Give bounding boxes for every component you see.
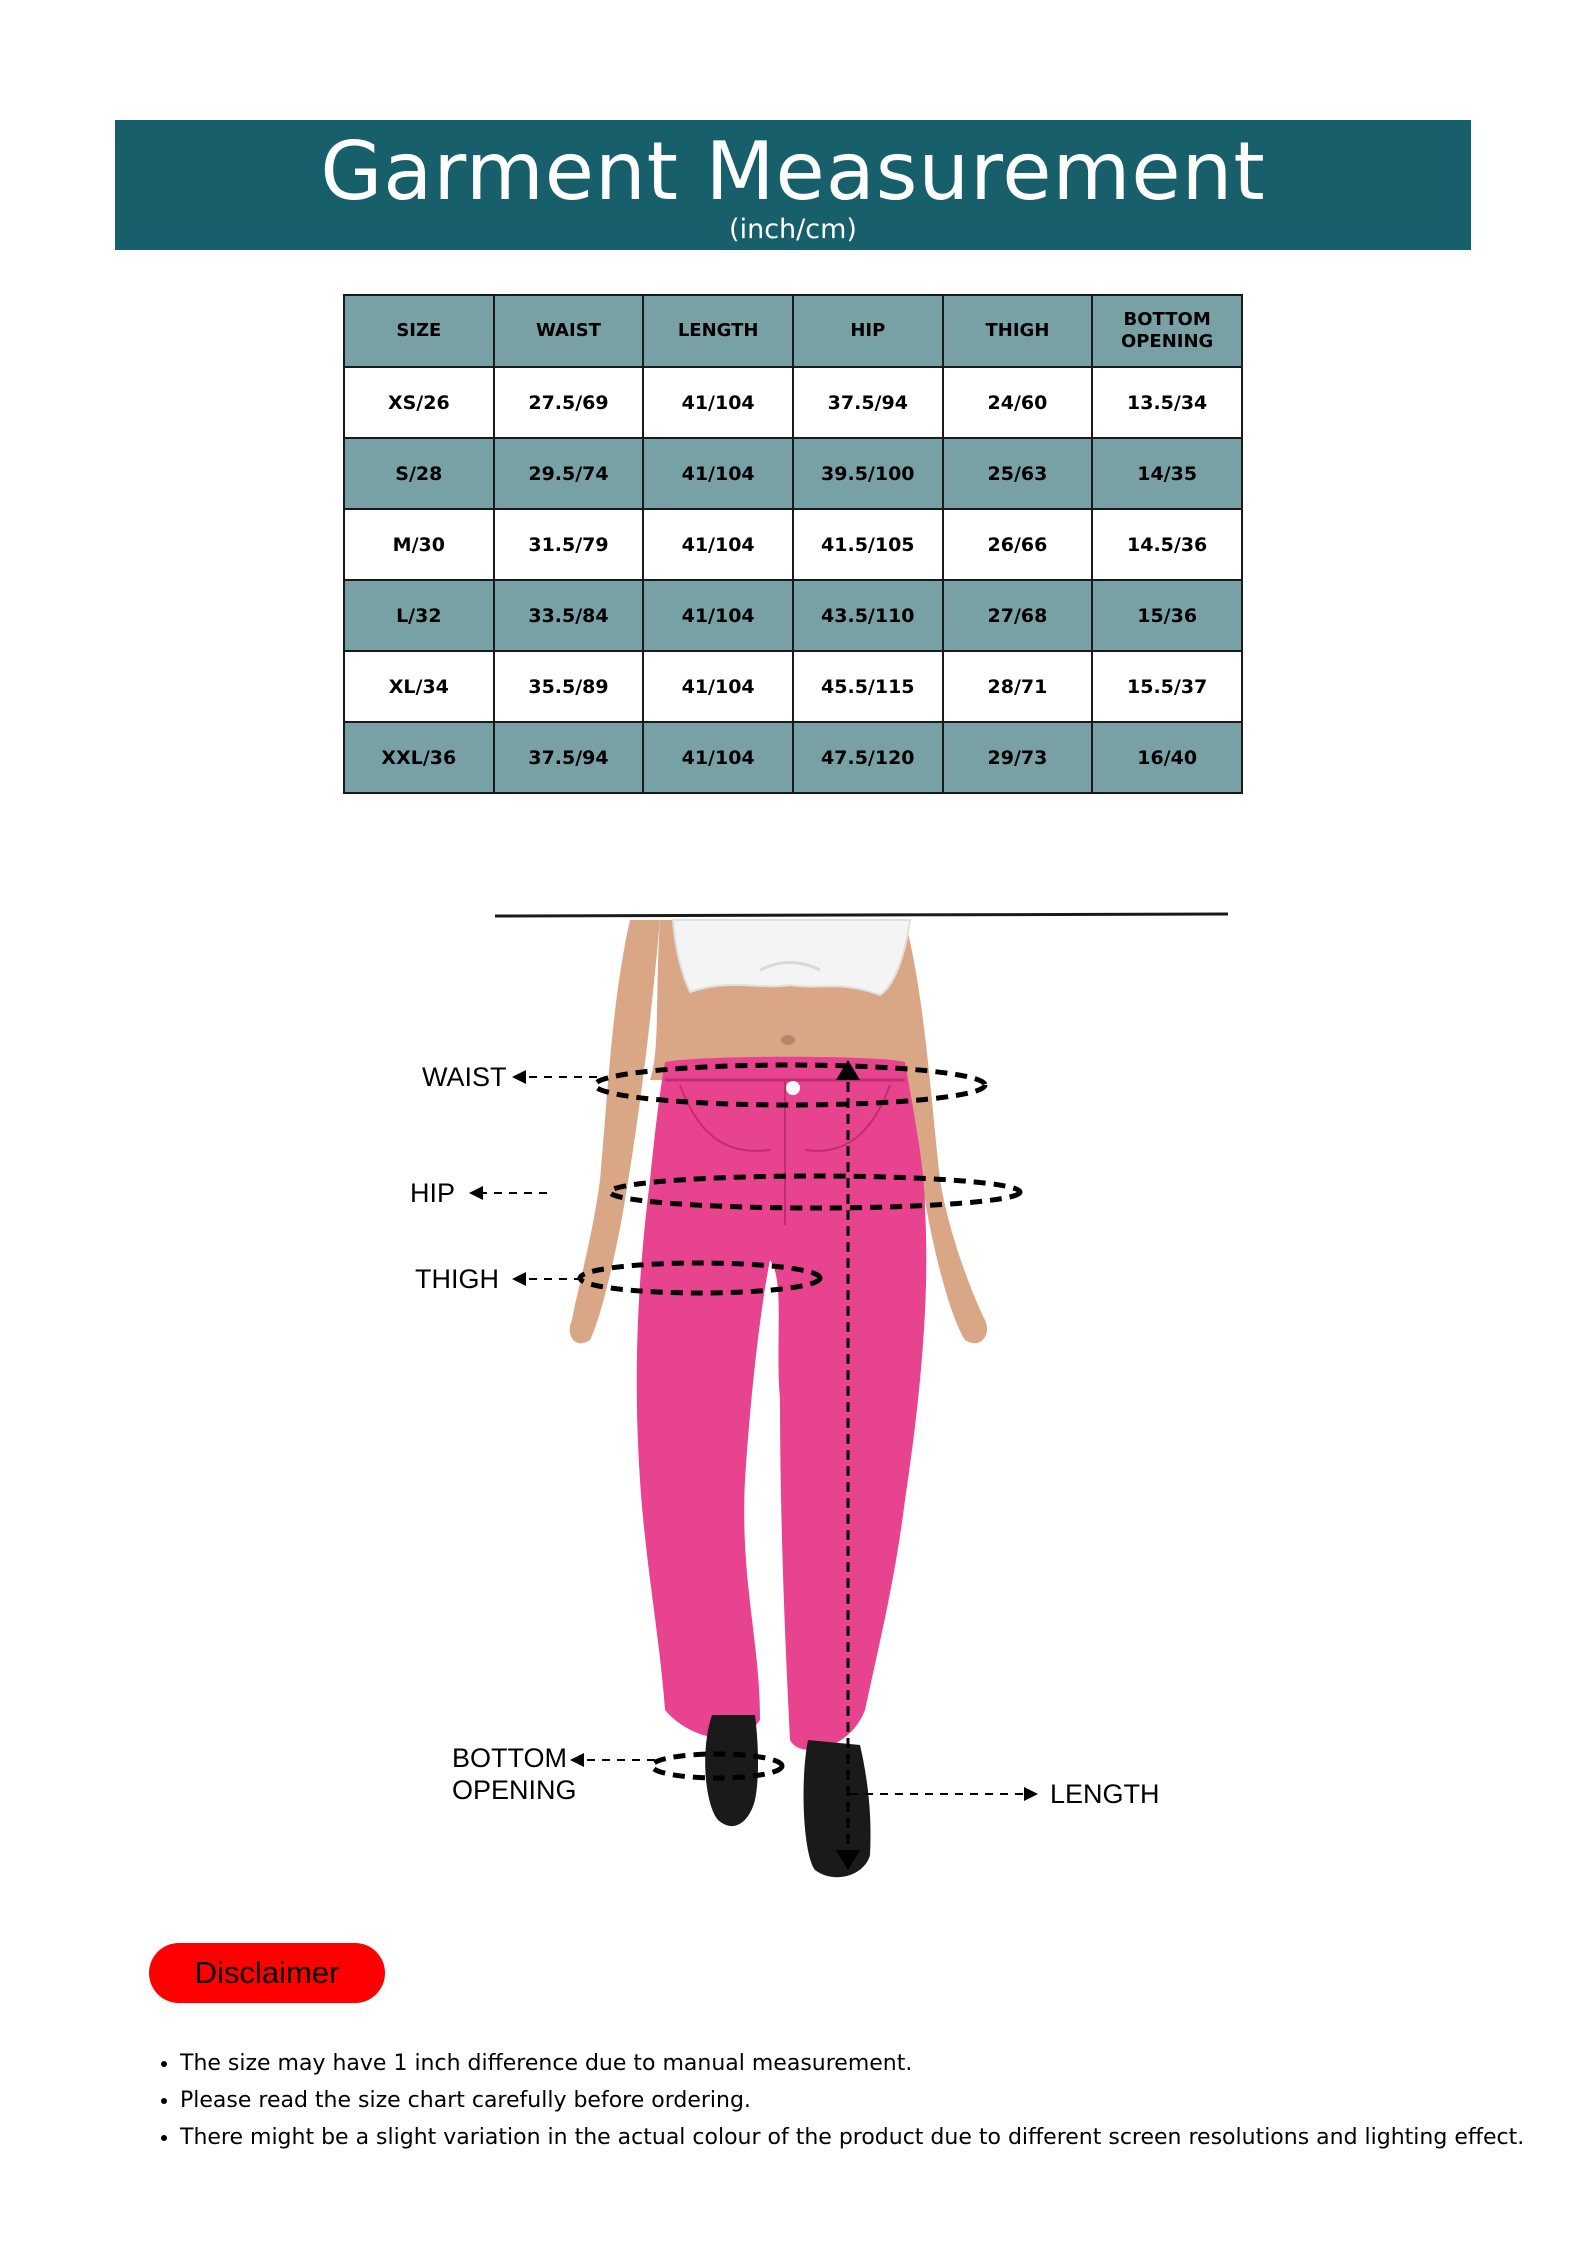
table-cell: 41/104 (643, 509, 793, 580)
header-bottom-opening: BOTTOM OPENING (1092, 295, 1242, 367)
table-header-row (344, 295, 1242, 367)
table-cell: 16/40 (1092, 722, 1242, 793)
table-cell: 31.5/79 (494, 509, 644, 580)
table-cell: 29/73 (943, 722, 1093, 793)
header-hip: HIP (793, 295, 943, 367)
table-cell: 47.5/120 (793, 722, 943, 793)
table-cell: 43.5/110 (793, 580, 943, 651)
table-cell: 41/104 (643, 722, 793, 793)
table-cell: 15.5/37 (1092, 651, 1242, 722)
pants (637, 1057, 927, 1750)
table-cell: 33.5/84 (494, 580, 644, 651)
table-cell: 37.5/94 (494, 722, 644, 793)
table-row (344, 509, 1242, 580)
table-cell: M/30 (344, 509, 494, 580)
table-cell: 27.5/69 (494, 367, 644, 438)
table-cell: 28/71 (943, 651, 1093, 722)
model-illustration (0, 880, 1583, 1950)
table-cell: 45.5/115 (793, 651, 943, 722)
header-length: LENGTH (643, 295, 793, 367)
table-cell: 24/60 (943, 367, 1093, 438)
table-cell: 41/104 (643, 651, 793, 722)
table-cell: 26/66 (943, 509, 1093, 580)
right-shoe (804, 1740, 871, 1877)
label-thigh: THIGH (415, 1264, 499, 1294)
size-chart-table (343, 294, 1243, 794)
label-hip: HIP (410, 1178, 456, 1208)
left-shoe (705, 1715, 758, 1826)
page-subtitle: (inch/cm) (729, 214, 857, 245)
table-cell: 37.5/94 (793, 367, 943, 438)
table-cell: 41/104 (643, 367, 793, 438)
list-item: • The size may have 1 inch difference due to manual measurement. (180, 2045, 1524, 2082)
navel (781, 1035, 795, 1045)
table-cell: XXL/36 (344, 722, 494, 793)
label-bottom-opening-line2: OPENING (452, 1775, 577, 1805)
list-item: • Please read the size chart carefully before ordering. (180, 2082, 1524, 2119)
table-cell: 41.5/105 (793, 509, 943, 580)
table-cell: 35.5/89 (494, 651, 644, 722)
table-cell: 25/63 (943, 438, 1093, 509)
button (786, 1081, 800, 1095)
table-cell: XL/34 (344, 651, 494, 722)
title-banner (115, 120, 1471, 250)
header-size: SIZE (344, 295, 494, 367)
crop-top (673, 920, 910, 995)
disclaimer-badge: Disclaimer (149, 1943, 385, 2003)
header-waist: WAIST (494, 295, 644, 367)
disclaimer-notes (150, 2045, 1524, 2156)
table-cell: 41/104 (643, 438, 793, 509)
table-cell: 14.5/36 (1092, 509, 1242, 580)
label-bottom-opening-line1: BOTTOM (452, 1743, 568, 1773)
table-row (344, 651, 1242, 722)
table-cell: L/32 (344, 580, 494, 651)
measurement-figure (0, 880, 1583, 1950)
table-row (344, 722, 1242, 793)
page-title: Garment Measurement (320, 125, 1266, 218)
table-cell: 13.5/34 (1092, 367, 1242, 438)
table-row (344, 438, 1242, 509)
table-cell: XS/26 (344, 367, 494, 438)
label-length: LENGTH (1050, 1779, 1160, 1809)
label-waist: WAIST (422, 1062, 507, 1092)
list-item: • There might be a slight variation in the actual colour of the product due to different screen resolutions and lighting effect. (180, 2119, 1524, 2156)
table-cell: 41/104 (643, 580, 793, 651)
table-cell: 39.5/100 (793, 438, 943, 509)
top-rule (495, 914, 1228, 916)
table-cell: 14/35 (1092, 438, 1242, 509)
table-row (344, 367, 1242, 438)
header-thigh: THIGH (943, 295, 1093, 367)
table-row (344, 580, 1242, 651)
table-cell: 15/36 (1092, 580, 1242, 651)
table-cell: 29.5/74 (494, 438, 644, 509)
table-cell: 27/68 (943, 580, 1093, 651)
table-cell: S/28 (344, 438, 494, 509)
